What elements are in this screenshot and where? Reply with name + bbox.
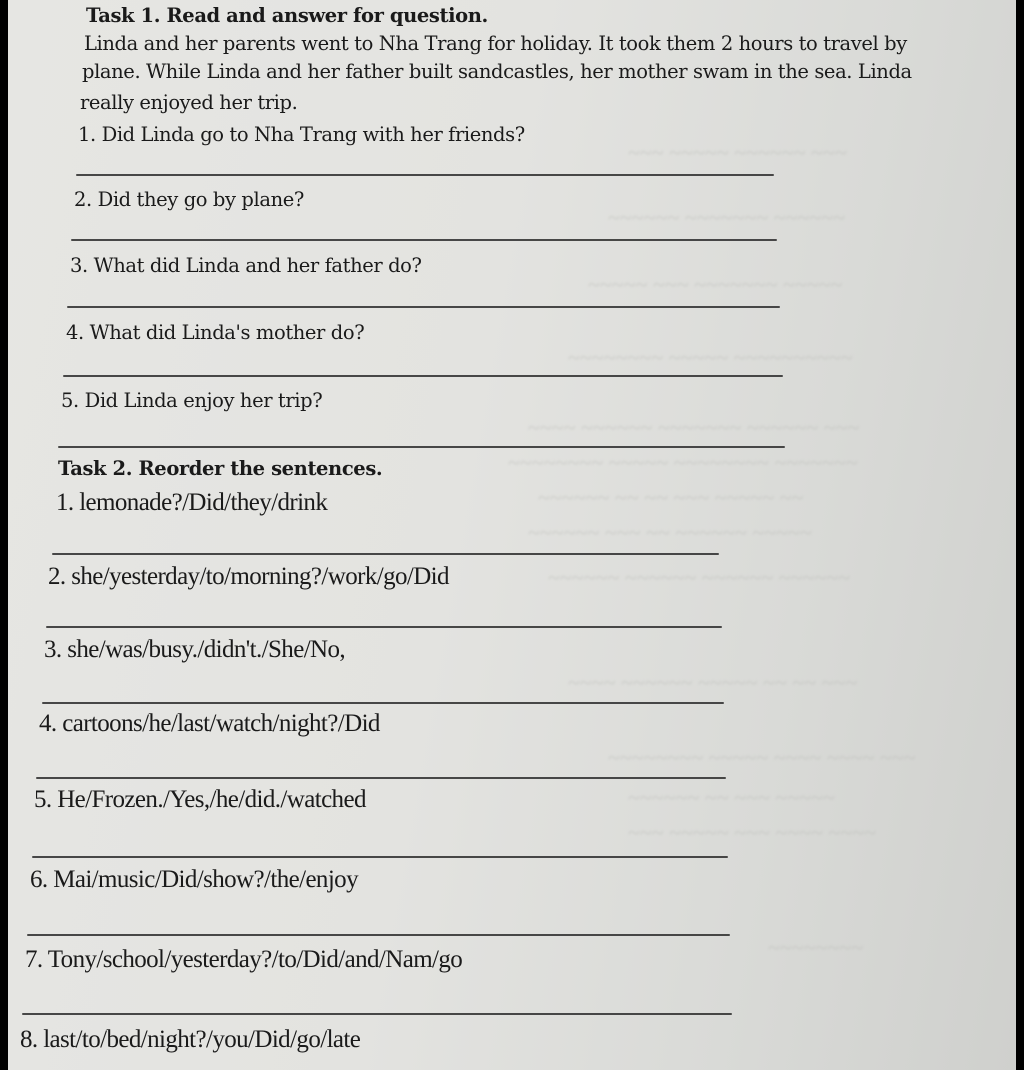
bleed-through-texture: ~~~ ~~~~~ ~~~~~~ ~~~ xyxy=(628,140,847,165)
question-1: 1. Did Linda go to Nha Trang with her friends? xyxy=(78,123,525,146)
answer-line-r1[interactable] xyxy=(52,553,719,555)
task1-title: Task 1. Read and answer for question. xyxy=(86,4,488,27)
answer-line-r5[interactable] xyxy=(32,856,728,858)
task2-title: Task 2. Reorder the sentences. xyxy=(58,457,383,480)
answer-line-q5[interactable] xyxy=(58,446,785,448)
reorder-item-8: 8. last/to/bed/night?/you/Did/go/late xyxy=(20,1026,361,1053)
reorder-item-5: 5. He/Frozen./Yes,/he/did./watched xyxy=(34,786,366,813)
question-3: 3. What did Linda and her father do? xyxy=(70,254,422,277)
answer-line-r7[interactable] xyxy=(22,1013,732,1015)
worksheet-page: ~~~ ~~~~~ ~~~~~~ ~~~ ~~~~~~ ~~~~~~~ ~~~~~~ ~~~~~ ~~~ ~~~~~~~ ~~~~~ ~~~~~~~~ ~~~~~ ~~~~~~~~~~ ~~~~ ~~~~~~ ~~~~~~~ ~~~~~~ ~~~ ~~~~~~~~ ~~~~~ ~~~~~~~~ ~~~~~~~ ~~~~~~ ~~ ~~ ~~~ ~~~~~ ~~ ~~~~~~ ~~~ ~~ ~~~~~~ ~~~~~ ~~~~~~ ~~~~~~ ~~~~~~ ~~~~~~ ~~~~ ~~~~~~ ~~~~~ ~~ ~~ ~~~ ~~~~~~~~ ~~~~~ ~~~~ ~~~~ ~~~ ~~~~~~ ~~ ~~~ ~~~~~ ~~~ ~~~~~ ~~~ ~~~~ ~~~~ ~~~~~~~~ Task 1. Read and answer for question. Linda and her parents went to Nha Trang for holiday. It took them 2 hours to travel by plane. While Linda and her father built sandcastles, her mother swam in the sea. Linda really enjoyed her trip. 1. Did Linda go to Nha Trang with her friends? 2. Did they go by plane? 3. What did Linda and her father do? 4. What did Linda's mother do? 5. Did Linda enjoy her trip? Task 2. Reorder the sentences. 1. lemonade?/Did/they/drink 2. she/yesterday/to/morning?/work/go/Did 3. she/was/busy./didn't./She/No, 4. cartoons/he/last/watch/night?/Did 5. He/Frozen./Yes,/he/did./watched 6. Mai/music/Did/show?/the/enjoy 7. Tony/school/yesterday?/to/Did/and/Nam/go 8. last/to/bed/night?/you/Did/go/late xyxy=(8,0,1016,1070)
reorder-item-7: 7. Tony/school/yesterday?/to/Did/and/Nam/go xyxy=(25,946,463,973)
passage-line-1: Linda and her parents went to Nha Trang for holiday. It took them 2 hours to travel by xyxy=(84,32,907,55)
passage-line-2: plane. While Linda and her father built sandcastles, her mother swam in the sea. Linda xyxy=(82,60,912,83)
passage-line-3: really enjoyed her trip. xyxy=(80,91,298,114)
reorder-item-6: 6. Mai/music/Did/show?/the/enjoy xyxy=(30,866,358,893)
reorder-item-4: 4. cartoons/he/last/watch/night?/Did xyxy=(39,710,380,737)
reorder-item-3: 3. she/was/busy./didn't./She/No, xyxy=(44,636,346,663)
answer-line-q4[interactable] xyxy=(63,375,783,377)
answer-line-q3[interactable] xyxy=(67,306,780,308)
answer-line-q2[interactable] xyxy=(71,239,777,241)
answer-line-q1[interactable] xyxy=(76,174,774,176)
reorder-item-2: 2. she/yesterday/to/morning?/work/go/Did xyxy=(48,563,449,590)
question-2: 2. Did they go by plane? xyxy=(74,188,304,211)
answer-line-r4[interactable] xyxy=(36,777,726,779)
answer-line-r2[interactable] xyxy=(46,626,722,628)
answer-line-r3[interactable] xyxy=(42,702,724,704)
answer-line-r6[interactable] xyxy=(27,934,730,936)
reorder-item-1: 1. lemonade?/Did/they/drink xyxy=(56,489,328,516)
question-4: 4. What did Linda's mother do? xyxy=(66,321,365,344)
question-5: 5. Did Linda enjoy her trip? xyxy=(61,389,323,412)
